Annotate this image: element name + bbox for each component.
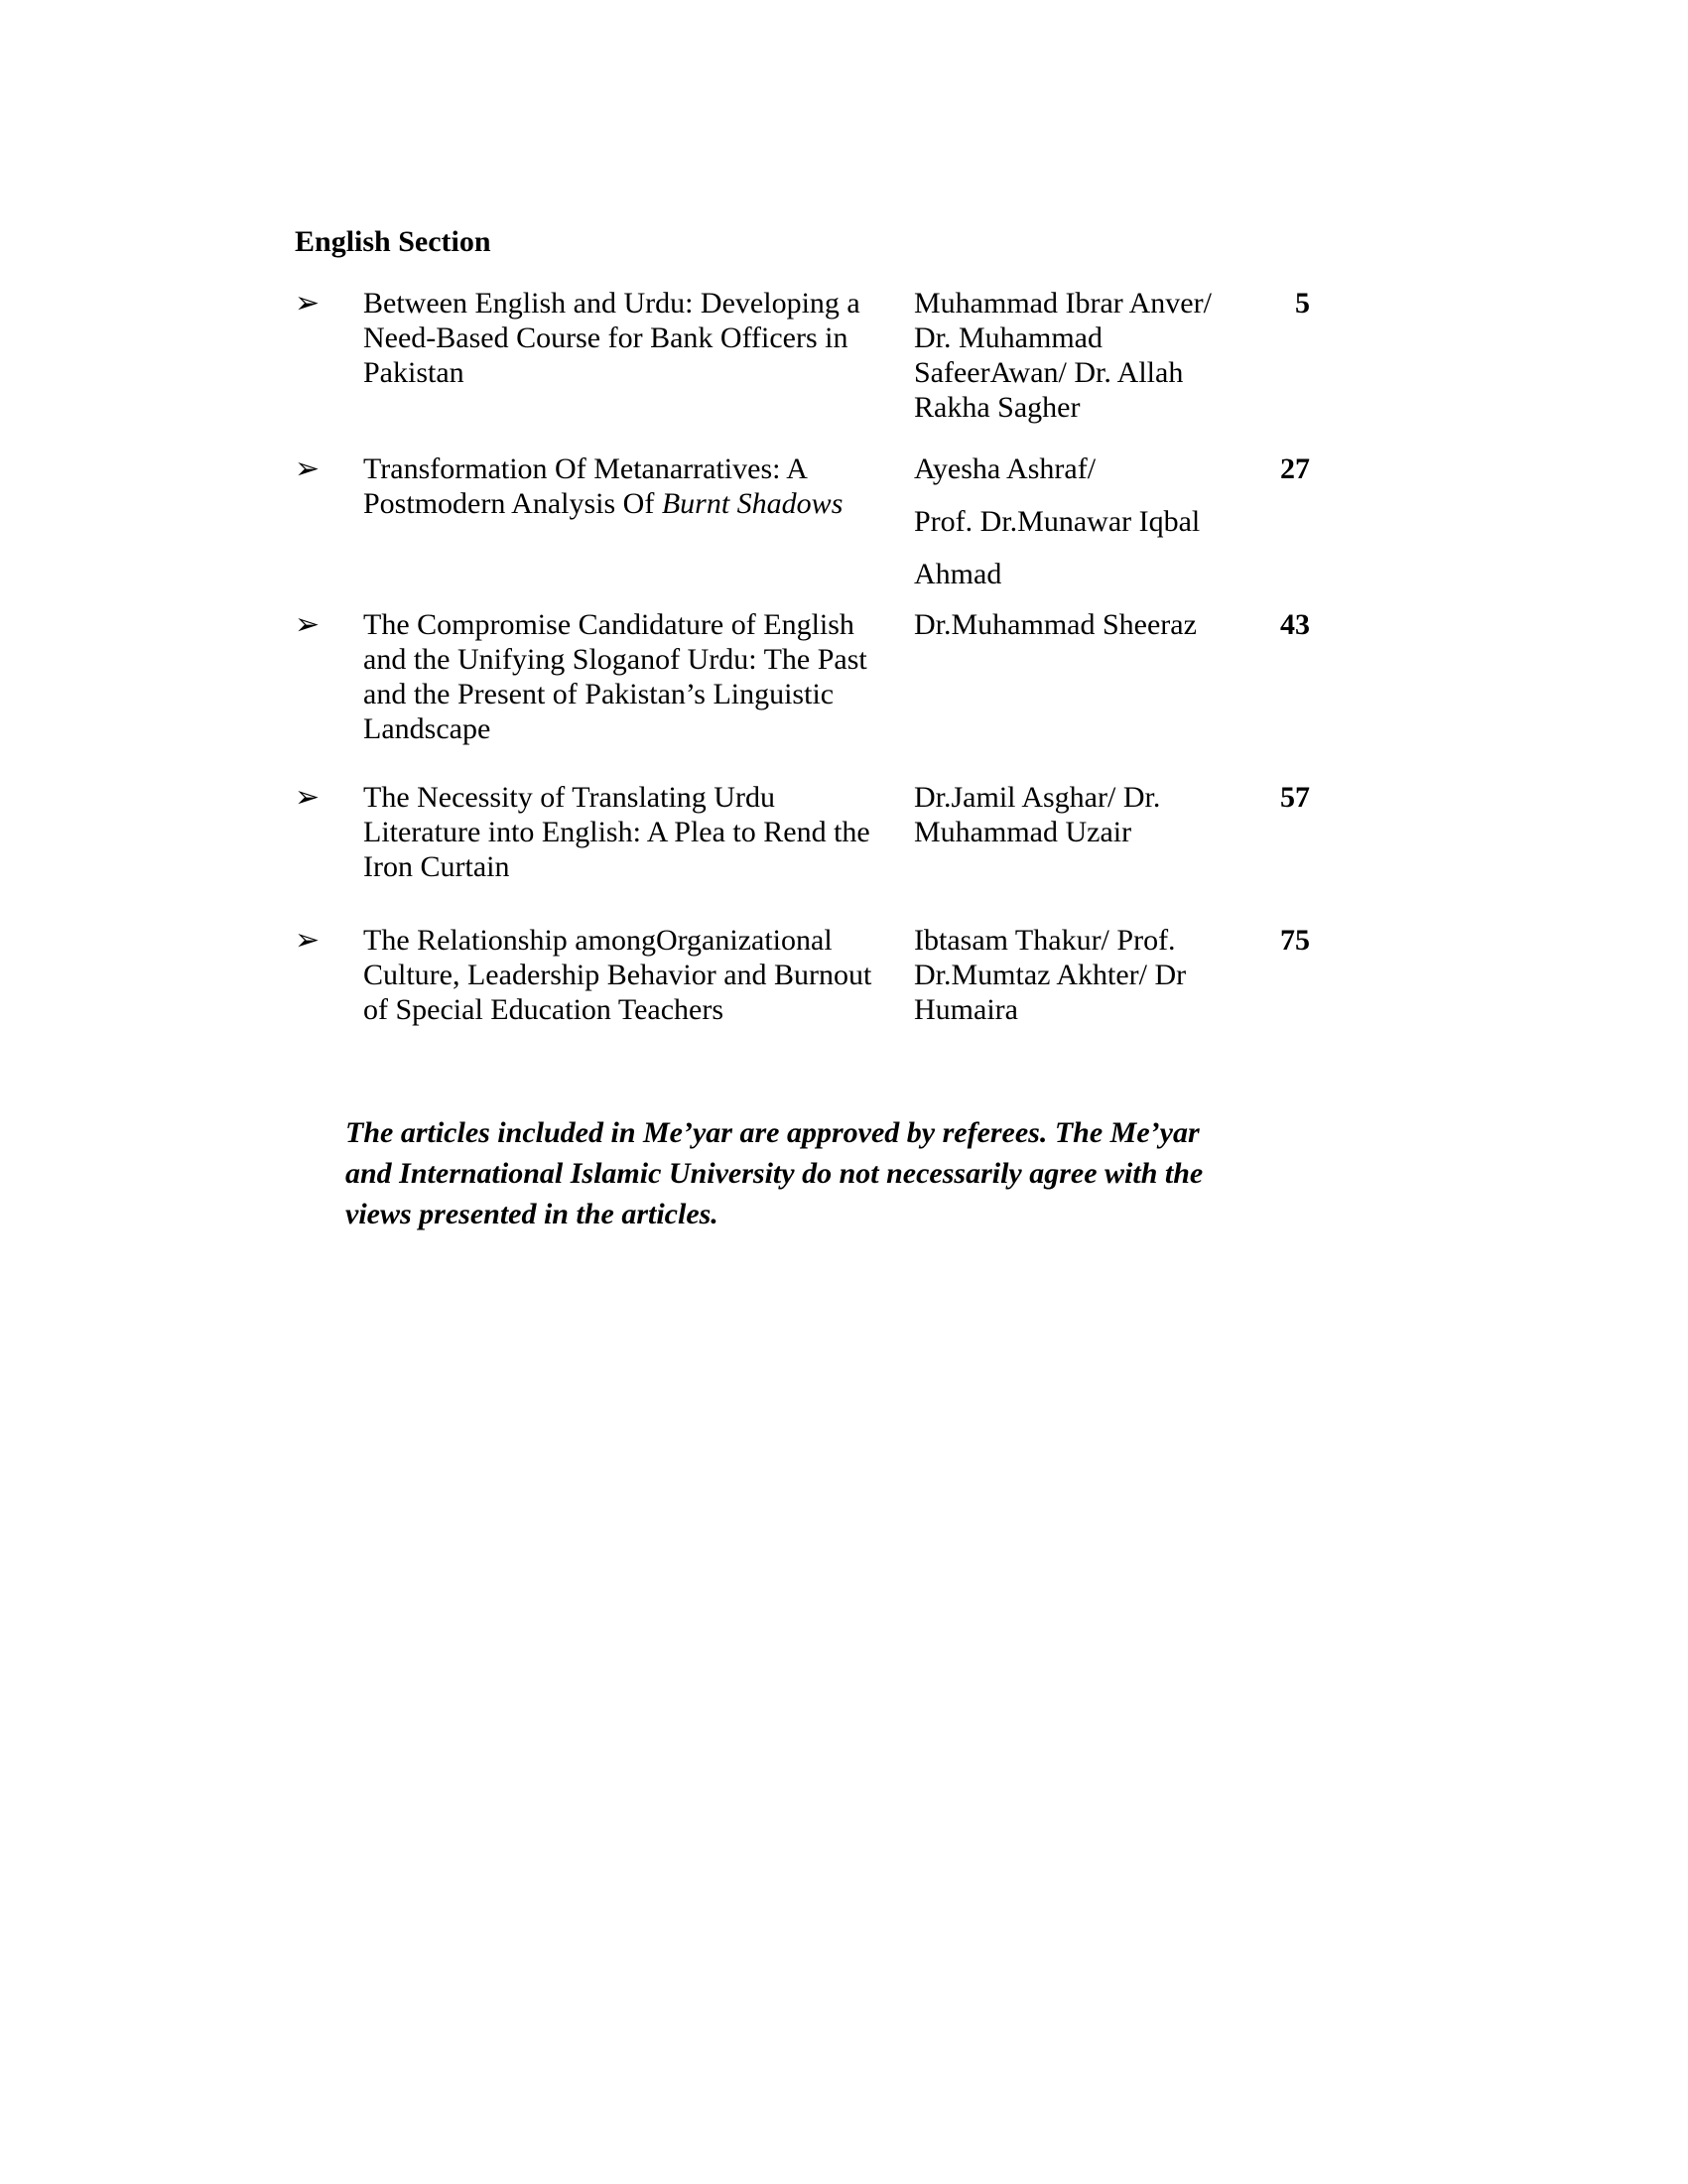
title-line: and the Unifying Sloganof Urdu: The Past bbox=[363, 643, 867, 676]
title-line: Pakistan bbox=[363, 356, 464, 389]
article-title bbox=[363, 607, 889, 746]
author-line: Dr.Mumtaz Akhter/ Dr bbox=[914, 959, 1187, 991]
author-line: Ahmad bbox=[914, 558, 1002, 590]
author-line: Dr. Muhammad bbox=[914, 321, 1103, 354]
author-line: SafeerAwan/ Dr. Allah bbox=[914, 356, 1184, 389]
arrow-bullet-icon: ➢ bbox=[295, 287, 321, 320]
disclaimer-line: views presented in the articles. bbox=[345, 1198, 718, 1230]
author-line: Prof. Dr.Munawar Iqbal bbox=[914, 505, 1201, 538]
title-line: Culture, Leadership Behavior and Burnout bbox=[363, 959, 872, 991]
arrow-bullet-icon: ➢ bbox=[295, 781, 321, 814]
article-title bbox=[363, 780, 889, 884]
author-line: Rakha Sagher bbox=[914, 391, 1081, 424]
title-text: Postmodern Analysis Of bbox=[363, 487, 662, 520]
article-authors bbox=[914, 443, 1241, 600]
title-line: Iron Curtain bbox=[363, 850, 510, 883]
title-line: Landscape bbox=[363, 712, 491, 745]
author-line: Muhammad Ibrar Anver/ bbox=[914, 287, 1212, 320]
page-number: 57 bbox=[1280, 781, 1310, 814]
title-line: The Compromise Candidature of English bbox=[363, 608, 854, 641]
author-line: Ayesha Ashraf/ bbox=[914, 452, 1097, 485]
author-line: Ibtasam Thakur/ Prof. bbox=[914, 924, 1176, 957]
page-number: 27 bbox=[1280, 452, 1310, 485]
title-line: The Necessity of Translating Urdu bbox=[363, 781, 775, 814]
author-line: Dr.Jamil Asghar/ Dr. bbox=[914, 781, 1161, 814]
article-title bbox=[363, 451, 889, 521]
title-line: Between English and Urdu: Developing a bbox=[363, 287, 860, 320]
disclaimer-line: The articles included in Me’yar are approved by referees. The Me’yar bbox=[345, 1116, 1200, 1149]
title-line: Need-Based Course for Bank Officers in bbox=[363, 321, 848, 354]
article-authors bbox=[914, 780, 1241, 849]
section-heading: English Section bbox=[295, 225, 491, 258]
title-line: The Relationship amongOrganizational bbox=[363, 924, 833, 957]
author-line: Humaira bbox=[914, 993, 1018, 1026]
author-line: Muhammad Uzair bbox=[914, 816, 1132, 848]
title-line: of Special Education Teachers bbox=[363, 993, 724, 1026]
title-line: Literature into English: A Plea to Rend the bbox=[363, 816, 870, 848]
article-title bbox=[363, 923, 889, 1027]
author-line: Dr.Muhammad Sheeraz bbox=[914, 608, 1197, 641]
disclaimer-line: and International Islamic University do not necessarily agree with the bbox=[345, 1157, 1204, 1190]
disclaimer-note bbox=[345, 1112, 1258, 1234]
page-number: 43 bbox=[1280, 608, 1310, 641]
title-line: and the Present of Pakistan’s Linguistic bbox=[363, 678, 835, 710]
arrow-bullet-icon: ➢ bbox=[295, 452, 321, 485]
title-line bbox=[363, 486, 889, 521]
article-title bbox=[363, 286, 889, 390]
article-authors bbox=[914, 607, 1241, 642]
title-line: Transformation Of Metanarratives: A bbox=[363, 452, 808, 485]
arrow-bullet-icon: ➢ bbox=[295, 924, 321, 957]
page-number: 75 bbox=[1280, 924, 1310, 957]
arrow-bullet-icon: ➢ bbox=[295, 608, 321, 641]
page-number: 5 bbox=[1295, 287, 1310, 320]
article-authors bbox=[914, 923, 1241, 1027]
book-title-italic: Burnt Shadows bbox=[661, 487, 844, 520]
article-authors bbox=[914, 286, 1241, 425]
